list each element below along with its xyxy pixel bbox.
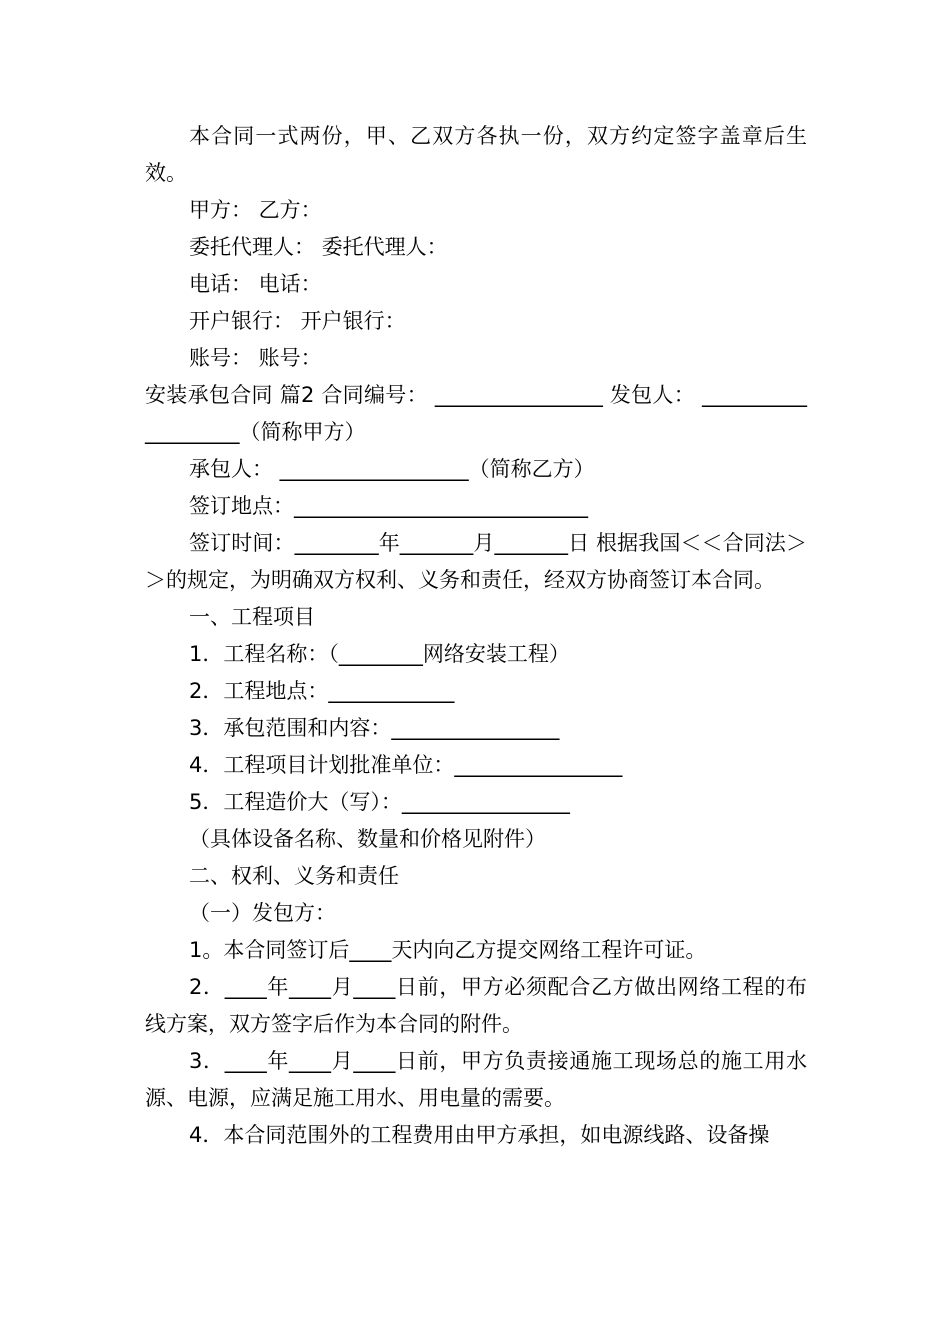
- contract-two-heading: 安装承包合同 篇2 合同编号： ________________ 发包人： ___________________（简称甲方）: [145, 383, 807, 444]
- clause-4: 4．本合同范围外的工程费用由甲方承担，如电源线路、设备操: [189, 1123, 770, 1147]
- clause-2: 2．____年____月____日前，甲方必须配合乙方做出网络工程的布线方案，双方签字后作为本合同的附件。: [145, 975, 807, 1036]
- subheading-employer: （一）发包方：: [189, 901, 336, 925]
- signing-place-line: 签订地点：____________________________: [189, 494, 588, 518]
- clause-1: 1。本合同签订后____天内向乙方提交网络工程许可证。: [189, 938, 707, 962]
- list-item-scope: 3．承包范围和内容：________________: [189, 716, 560, 740]
- account-line: 账号： 账号：: [189, 346, 322, 370]
- attachment-note: （具体设备名称、数量和价格见附件）: [189, 827, 546, 851]
- section-heading-rights: 二、权利、义务和责任: [189, 864, 399, 888]
- list-item-approval-unit: 4．工程项目计划批准单位：________________: [189, 753, 623, 777]
- contract-page: [145, 118, 807, 1154]
- list-item-project-location: 2．工程地点：____________: [189, 679, 455, 703]
- agent-line: 委托代理人： 委托代理人：: [189, 235, 448, 259]
- party-line: 甲方： 乙方：: [189, 198, 322, 222]
- list-item-project-name: 1．工程名称：（________网络安装工程）: [189, 642, 570, 666]
- list-item-cost: 5．工程造价大（写）：________________: [189, 790, 570, 814]
- bank-line: 开户银行： 开户银行：: [189, 309, 406, 333]
- paragraph-effective-clause: 本合同一式两份，甲、乙双方各执一份，双方约定签字盖章后生效。: [145, 124, 807, 185]
- contractor-line: 承包人： __________________（简称乙方）: [189, 457, 595, 481]
- phone-line: 电话： 电话：: [189, 272, 322, 296]
- signing-time-paragraph: 签订时间：________年_______月_______日 根据我国＜＜合同法＞＞的规定，为明确双方权利、义务和责任，经双方协商签订本合同。: [145, 531, 807, 592]
- section-heading-project: 一、工程项目: [189, 605, 315, 629]
- clause-3: 3．____年____月____日前，甲方负责接通施工现场总的施工用水源、电源，应满足施工用水、用电量的需要。: [145, 1049, 807, 1110]
